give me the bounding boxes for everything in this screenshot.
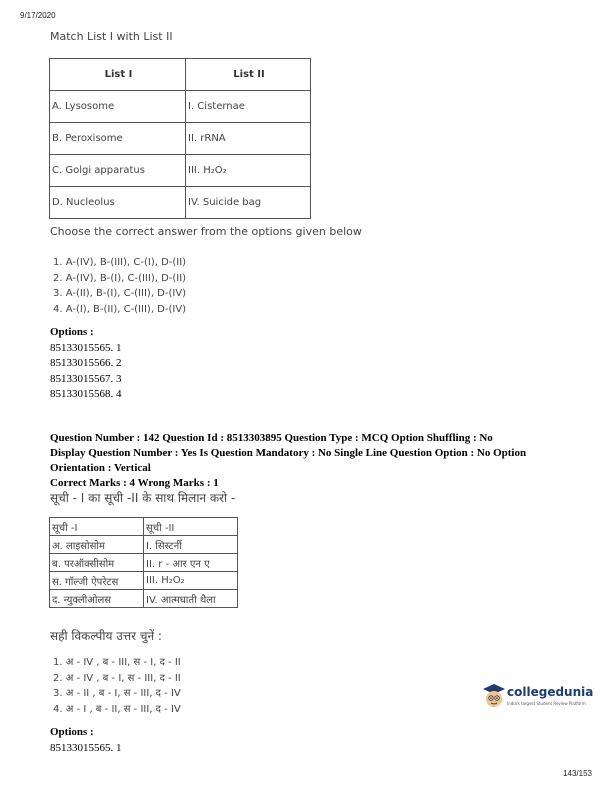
choice-item: 4. A-(I), B-(II), C-(III), D-(IV): [53, 303, 187, 315]
question-meta: [50, 431, 590, 491]
table-cell: IV. Suicide bag: [186, 187, 311, 219]
table-header-row: [50, 518, 238, 536]
logo-name: collegedunia: [507, 685, 594, 699]
marks-line: Correct Marks : 4 Wrong Marks : 1: [50, 477, 219, 489]
table-header: सूची -I: [50, 518, 144, 536]
instruction-text: Choose the correct answer from the options given below: [50, 225, 362, 238]
table-row: [50, 123, 311, 155]
page-number: 143/153: [563, 769, 592, 778]
meta-line: Display Question Number : Yes Is Question Mandatory : No Single Line Question Option : No Option: [50, 447, 527, 459]
table-cell: II. r - आर एन ए: [144, 554, 238, 572]
table-row: [50, 91, 311, 123]
choice-item: 3. अ - II , ब - I, स - III, द - IV: [53, 688, 181, 700]
choice-item: 3. A-(II), B-(I), C-(III), D-(IV): [53, 288, 187, 299]
hindi-options-block: [50, 725, 122, 756]
table-cell: C. Golgi apparatus: [50, 155, 186, 187]
hindi-choice-list: [53, 655, 181, 718]
table-header: List II: [186, 59, 311, 91]
table-cell: स. गॉल्जी ऐपरेटस: [50, 572, 144, 590]
table-row: [50, 590, 238, 608]
table-cell: B. Peroxisome: [50, 123, 186, 155]
choice-item: 2. A-(IV), B-(I), C-(III), D-(II): [53, 272, 187, 284]
option-id: 85133015567. 3: [50, 372, 122, 385]
meta-line: Orientation : Vertical: [50, 462, 151, 474]
table-cell: D. Nucleolus: [50, 187, 186, 219]
options-label: Options :: [50, 726, 94, 738]
table-row: [50, 536, 238, 554]
logo-tagline: India's largest Student Review Platform: [507, 701, 586, 706]
collegedunia-logo: [482, 683, 592, 713]
options-label: Options :: [50, 326, 94, 338]
hindi-instruction-text: सही विकल्पीय उत्तर चुनें :: [50, 629, 162, 643]
options-block: [50, 325, 122, 403]
hindi-question-title: सूची - I का सूची -II के साथ मिलान करो -: [50, 491, 236, 505]
table-cell: ब. परऑक्सीसोम: [50, 554, 144, 572]
table-cell: I. सिस्टर्नी: [144, 536, 238, 554]
match-table: [49, 58, 311, 219]
choice-item: 1. A-(IV), B-(III), C-(I), D-(II): [53, 257, 187, 268]
choice-item: 2. अ - IV , ब - I, स - III, द - II: [53, 672, 181, 684]
choice-item: 4. अ - I , ब - II, स - III, द - IV: [53, 704, 181, 716]
question-title: Match List I with List II: [50, 30, 173, 43]
table-row: [50, 155, 311, 187]
table-cell: अ. लाइसोसोम: [50, 536, 144, 554]
table-header: List I: [50, 59, 186, 91]
table-cell: द. न्युक्लीओलस: [50, 590, 144, 608]
table-row: [50, 572, 238, 590]
table-header-row: [50, 59, 311, 91]
header-date: 9/17/2020: [20, 11, 56, 20]
option-id: 85133015568. 4: [50, 388, 122, 400]
choice-item: 1. अ - IV , ब - III, स - I, द - II: [53, 657, 181, 668]
hindi-match-table: [49, 517, 238, 608]
table-cell: I. Cisternae: [186, 91, 311, 123]
choice-list: [53, 255, 186, 317]
table-row: [50, 187, 311, 219]
meta-line: Question Number : 142 Question Id : 8513303895 Question Type : MCQ Option Shuffling : No: [50, 432, 493, 444]
table-header: सूची -II: [144, 518, 238, 536]
option-id: 85133015566. 2: [50, 357, 122, 369]
table-cell: IV. आत्मघाती थैला: [144, 590, 238, 608]
table-cell: II. rRNA: [186, 123, 311, 155]
option-id: 85133015565. 1: [50, 741, 122, 754]
graduate-mascot-icon: [482, 683, 506, 709]
table-cell: III. H₂O₂: [186, 155, 311, 187]
table-row: [50, 554, 238, 572]
table-cell: A. Lysosome: [50, 91, 186, 123]
option-id: 85133015565. 1: [50, 341, 122, 354]
table-cell: III. H₂O₂: [144, 572, 238, 590]
